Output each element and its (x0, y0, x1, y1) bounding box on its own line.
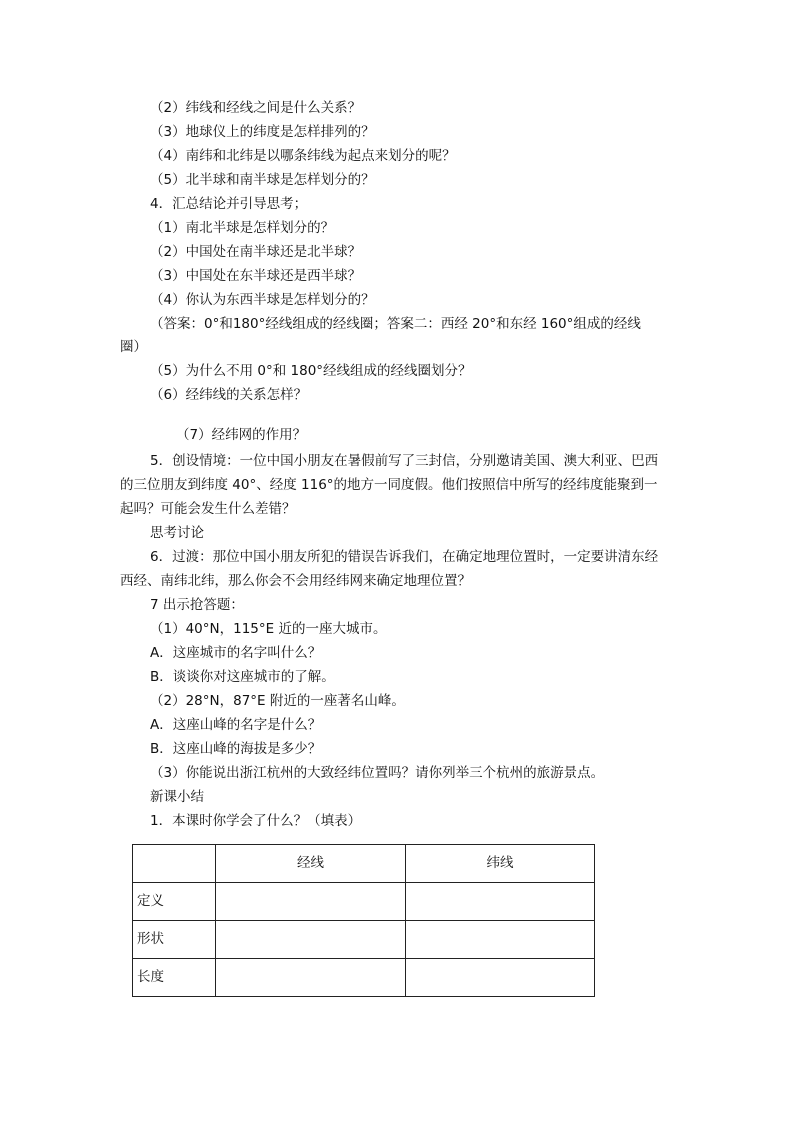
question-line: （7）经纬网的作用？ (176, 427, 307, 443)
quiz-subquestion: B．这座山峰的海拔是多少？ (150, 741, 322, 757)
question-line: （3）中国处在东半球还是西半球？ (150, 268, 362, 284)
quiz-question: （3）你能说出浙江杭州的大致经纬位置吗？请你列举三个杭州的旅游景点。 (150, 765, 605, 781)
question-line: （2）纬线和经线之间是什么关系？ (150, 100, 362, 116)
summary-table (132, 844, 595, 997)
table-cell[interactable] (216, 921, 406, 959)
quiz-subquestion: A．这座山峰的名字是什么？ (150, 717, 322, 733)
table-cell[interactable] (406, 883, 595, 921)
question-line: （6）经纬线的关系怎样？ (150, 387, 308, 403)
table-header-cell (133, 845, 216, 883)
transition-line: 6．过渡：那位中国小朋友所犯的错误告诉我们，在确定地理位置时，一定要讲清东经 (150, 549, 659, 565)
step-heading: 7 出示抢答题： (150, 597, 244, 613)
question-line: （4）你认为东西半球是怎样划分的？ (150, 292, 375, 308)
quiz-question: （1）40°N，115°E 近的一座大城市。 (150, 621, 387, 637)
table-row-label: 形状 (133, 921, 216, 959)
question-line: （4）南纬和北纬是以哪条纬线为起点来划分的呢？ (150, 148, 456, 164)
table-row-label: 定义 (133, 883, 216, 921)
table-cell[interactable] (406, 959, 595, 997)
summary-instruction: 1．本课时你学会了什么？（填表） (150, 813, 362, 829)
table-header-cell: 纬线 (406, 845, 595, 883)
quiz-question: （2）28°N，87°E 附近的一座著名山峰。 (150, 693, 405, 709)
table-row (133, 921, 595, 959)
table-row (133, 883, 595, 921)
scenario-line: 起吗？可能会发生什么差错？ (120, 501, 296, 517)
table-cell[interactable] (216, 959, 406, 997)
table-header-row (133, 845, 595, 883)
scenario-line: 的三位朋友到纬度 40°、经度 116°的地方一同度假。他们按照信中所写的经纬度能聚到一 (120, 477, 658, 493)
question-line: （2）中国处在南半球还是北半球？ (150, 244, 362, 260)
section-label: 新课小结 (150, 789, 204, 805)
table-cell[interactable] (406, 921, 595, 959)
quiz-subquestion: A．这座城市的名字叫什么？ (150, 645, 322, 661)
question-line: （5）为什么不用 0°和 180°经线组成的经线圈划分？ (150, 363, 472, 379)
table-row-label: 长度 (133, 959, 216, 997)
answer-line: （答案：0°和180°经线组成的经线圈；答案二：西经 20°和东经 160°组成的经线 (150, 316, 641, 332)
scenario-line: 5．创设情境：一位中国小朋友在暑假前写了三封信，分别邀请美国、澳大利亚、巴西 (150, 453, 659, 469)
quiz-subquestion: B．谈谈你对这座城市的了解。 (150, 669, 335, 685)
table-header-cell: 经线 (216, 845, 406, 883)
answer-line-continued: 圈） (120, 339, 147, 355)
question-line: （3）地球仪上的纬度是怎样排列的？ (150, 124, 375, 140)
transition-line: 西经、南纬北纬，那么你会不会用经纬网来确定地理位置？ (120, 573, 471, 589)
table-row (133, 959, 595, 997)
question-line: （1）南北半球是怎样划分的？ (150, 220, 335, 236)
section-label: 思考讨论 (150, 525, 204, 541)
table-cell[interactable] (216, 883, 406, 921)
question-line: （5）北半球和南半球是怎样划分的？ (150, 172, 375, 188)
step-heading: 4．汇总结论并引导思考； (150, 196, 308, 212)
